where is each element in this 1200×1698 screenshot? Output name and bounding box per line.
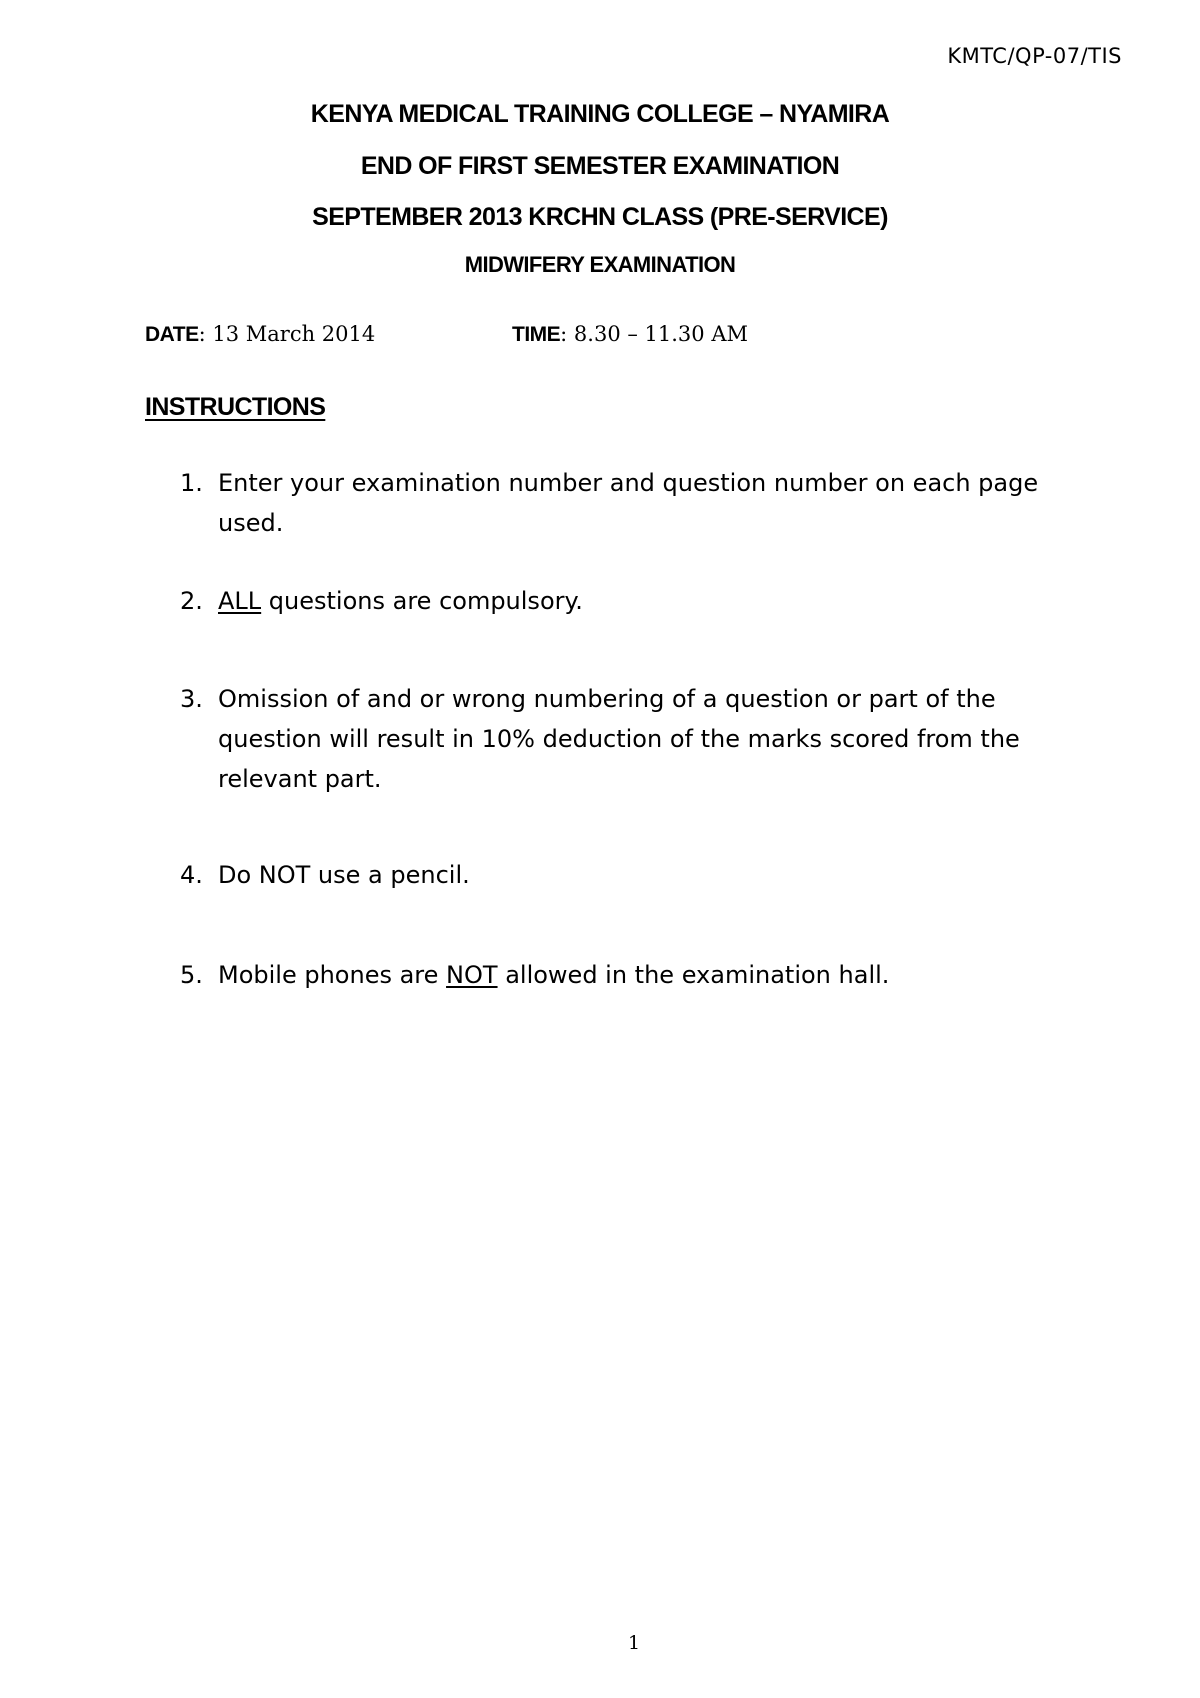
instruction-item (180, 855, 1080, 895)
instruction-text: Do NOT use a pencil. (218, 861, 470, 889)
instruction-text (218, 581, 1080, 621)
subject-heading: MIDWIFERY EXAMINATION (464, 252, 736, 277)
exam-time (512, 322, 748, 347)
time-value: : 8.30 – 11.30 AM (560, 322, 748, 346)
time-label: TIME (512, 323, 561, 346)
instruction-number: 4. (180, 861, 203, 889)
instruction-number: 5. (180, 961, 203, 989)
instructions-title: INSTRUCTIONS (145, 393, 326, 421)
instruction-rest: questions are compulsory. (261, 587, 583, 615)
exam-type-heading: END OF FIRST SEMESTER EXAMINATION (360, 152, 840, 180)
class-heading: SEPTEMBER 2013 KRCHN CLASS (PRE-SERVICE) (312, 203, 888, 231)
page-number: 1 (627, 1632, 641, 1654)
emphasis-all: ALL (218, 587, 262, 615)
instruction-text: Enter your examination number and question number on each page used. (218, 469, 1039, 537)
date-value: : 13 March 2014 (198, 322, 376, 346)
instruction-number: 2. (180, 587, 203, 615)
instruction-before: Mobile phones are (218, 961, 447, 989)
instruction-item (180, 581, 1080, 621)
instruction-item (180, 463, 1080, 543)
document-code: KMTC/QP-07/TIS (947, 44, 1122, 68)
instruction-number: 1. (180, 469, 203, 497)
exam-date (145, 322, 375, 347)
instruction-item (180, 955, 1080, 995)
instruction-number: 3. (180, 685, 203, 713)
instruction-text: Omission of and or wrong numbering of a question or part of the question will result in 10% deduction of the marks scored from the relevant part. (218, 685, 1020, 793)
instruction-after: allowed in the examination hall. (497, 961, 890, 989)
instruction-item (180, 679, 1080, 799)
date-label: DATE (145, 323, 199, 346)
instruction-text (218, 955, 1080, 995)
college-name-heading: KENYA MEDICAL TRAINING COLLEGE – NYAMIRA (310, 100, 890, 128)
emphasis-not: NOT (446, 961, 498, 989)
